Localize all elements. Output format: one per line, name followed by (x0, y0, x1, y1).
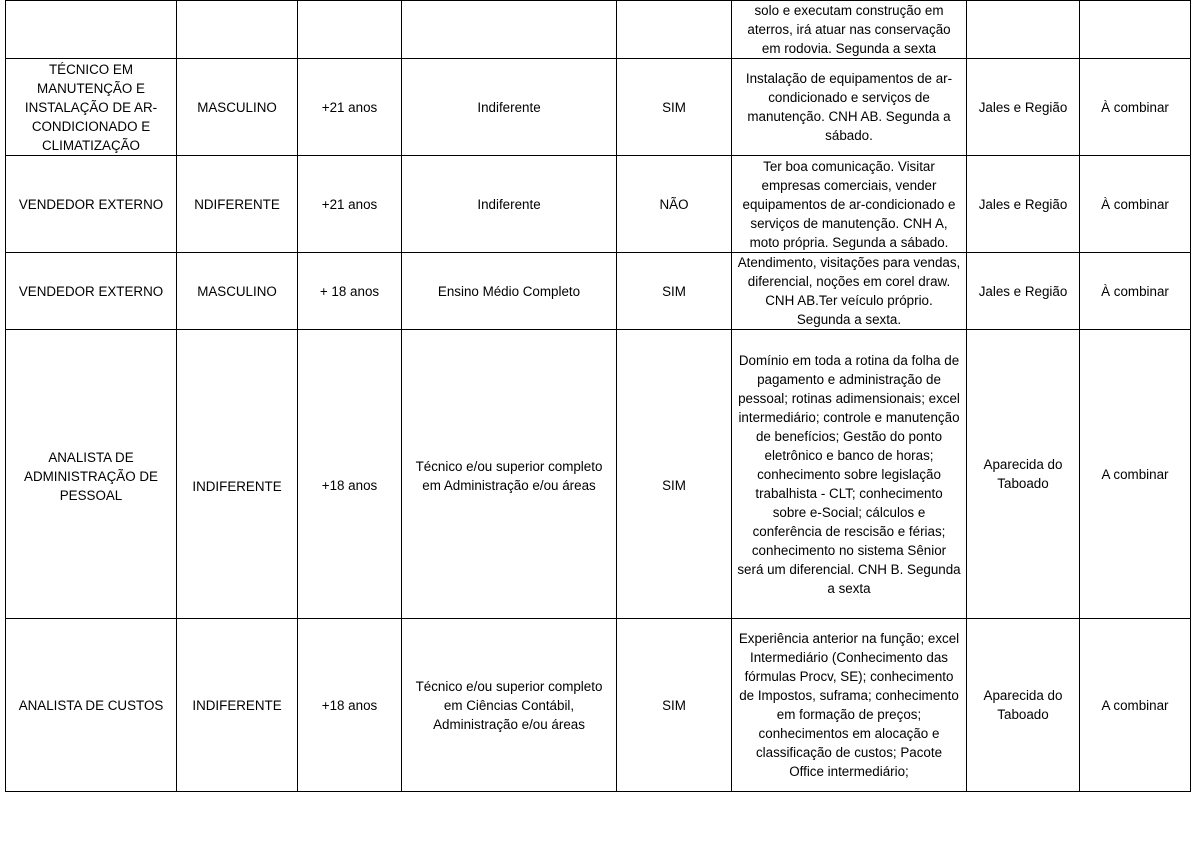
escolaridade-cell: Indiferente (402, 156, 617, 253)
sexo-cell: INDIFERENTE (177, 330, 298, 619)
table-row (6, 59, 1191, 156)
idade-cell: +21 anos (298, 59, 402, 156)
escolaridade-cell: Ensino Médio Completo (402, 253, 617, 330)
idade-cell: +18 anos (298, 330, 402, 619)
job-listings-table (5, 0, 1191, 792)
sexo-cell: INDIFERENTE (177, 619, 298, 792)
sexo-cell: MASCULINO (177, 253, 298, 330)
local-cell (967, 1, 1080, 59)
experiencia-cell: SIM (617, 619, 732, 792)
sexo-cell: MASCULINO (177, 59, 298, 156)
salario-cell: A combinar (1080, 330, 1191, 619)
local-cell: Aparecida do Taboado (967, 330, 1080, 619)
local-cell: Aparecida do Taboado (967, 619, 1080, 792)
salario-cell: À combinar (1080, 253, 1191, 330)
descricao-cell: Experiência anterior na função; excel Intermediário (Conhecimento das fórmulas Procv, SE); conhecimento de Impostos, suframa; conhecimento em formação de preços; conhecimentos em alocação e classificação de custos; Pacote Office intermediário; (732, 619, 967, 792)
escolaridade-main: Técnico e/ou superior completo (415, 459, 603, 474)
descricao-cell: Ter boa comunicação. Visitar empresas comerciais, vender equipamentos de ar-condicionado e serviços de manutenção. CNH A, moto própria. Segunda a sábado. (732, 156, 967, 253)
descricao-cell: solo e executam construção em aterros, irá atuar nas conservação em rodovia. Segunda a sexta (732, 1, 967, 59)
idade-cell: +18 anos (298, 619, 402, 792)
escolaridade-rest: em Ciências Contábil, Administração e/ou áreas (433, 697, 585, 732)
escolaridade-main: Técnico e/ou superior completo (415, 678, 603, 694)
salario-cell (1080, 1, 1191, 59)
table-row (6, 156, 1191, 253)
idade-cell: +21 anos (298, 156, 402, 253)
sexo-cell (177, 1, 298, 59)
salario-cell: À combinar (1080, 59, 1191, 156)
cargo-cell: TÉCNICO EM MANUTENÇÃO E INSTALAÇÃO DE AR-CONDICIONADO E CLIMATIZAÇÃO (6, 59, 177, 156)
descricao-cell: Instalação de equipamentos de ar-condicionado e serviços de manutenção. CNH AB. Segunda a sábado. (732, 59, 967, 156)
cargo-cell: VENDEDOR EXTERNO (6, 253, 177, 330)
table-row (6, 1, 1191, 59)
cargo-cell: ANALISTA DE ADMINISTRAÇÃO DE PESSOAL (6, 330, 177, 619)
descricao-cell: Atendimento, visitações para vendas, diferencial, noções em corel draw. CNH AB.Ter veículo próprio. Segunda a sexta. (732, 253, 967, 330)
cargo-cell: VENDEDOR EXTERNO (6, 156, 177, 253)
cargo-cell (6, 1, 177, 59)
escolaridade-cell: Indiferente (402, 59, 617, 156)
table-row (6, 619, 1191, 792)
salario-cell: A combinar (1080, 619, 1191, 792)
local-cell: Jales e Região (967, 156, 1080, 253)
escolaridade-cell (402, 619, 617, 792)
idade-cell: + 18 anos (298, 253, 402, 330)
experiencia-cell (617, 1, 732, 59)
descricao-cell: Domínio em toda a rotina da folha de pagamento e administração de pessoal; rotinas adimensionais; excel intermediário; controle e manutenção de benefícios; Gestão do ponto eletrônico e banco de horas; conhecimento sobre legislação trabalhista - CLT; conhecimento sobre e-Social; cálculos e conferência de rescisão e férias; conhecimento no sistema Sênior será um diferencial. CNH B. Segunda a sexta (732, 330, 967, 619)
experiencia-cell: SIM (617, 253, 732, 330)
experiencia-cell: SIM (617, 59, 732, 156)
table-row (6, 330, 1191, 619)
table-row (6, 253, 1191, 330)
idade-cell (298, 1, 402, 59)
experiencia-cell: NÃO (617, 156, 732, 253)
escolaridade-rest: em Administração e/ou áreas (422, 478, 596, 493)
local-cell: Jales e Região (967, 59, 1080, 156)
cargo-cell: ANALISTA DE CUSTOS (6, 619, 177, 792)
local-cell: Jales e Região (967, 253, 1080, 330)
escolaridade-cell (402, 1, 617, 59)
experiencia-cell: SIM (617, 330, 732, 619)
salario-cell: À combinar (1080, 156, 1191, 253)
escolaridade-cell (402, 330, 617, 619)
sexo-cell: NDIFERENTE (177, 156, 298, 253)
